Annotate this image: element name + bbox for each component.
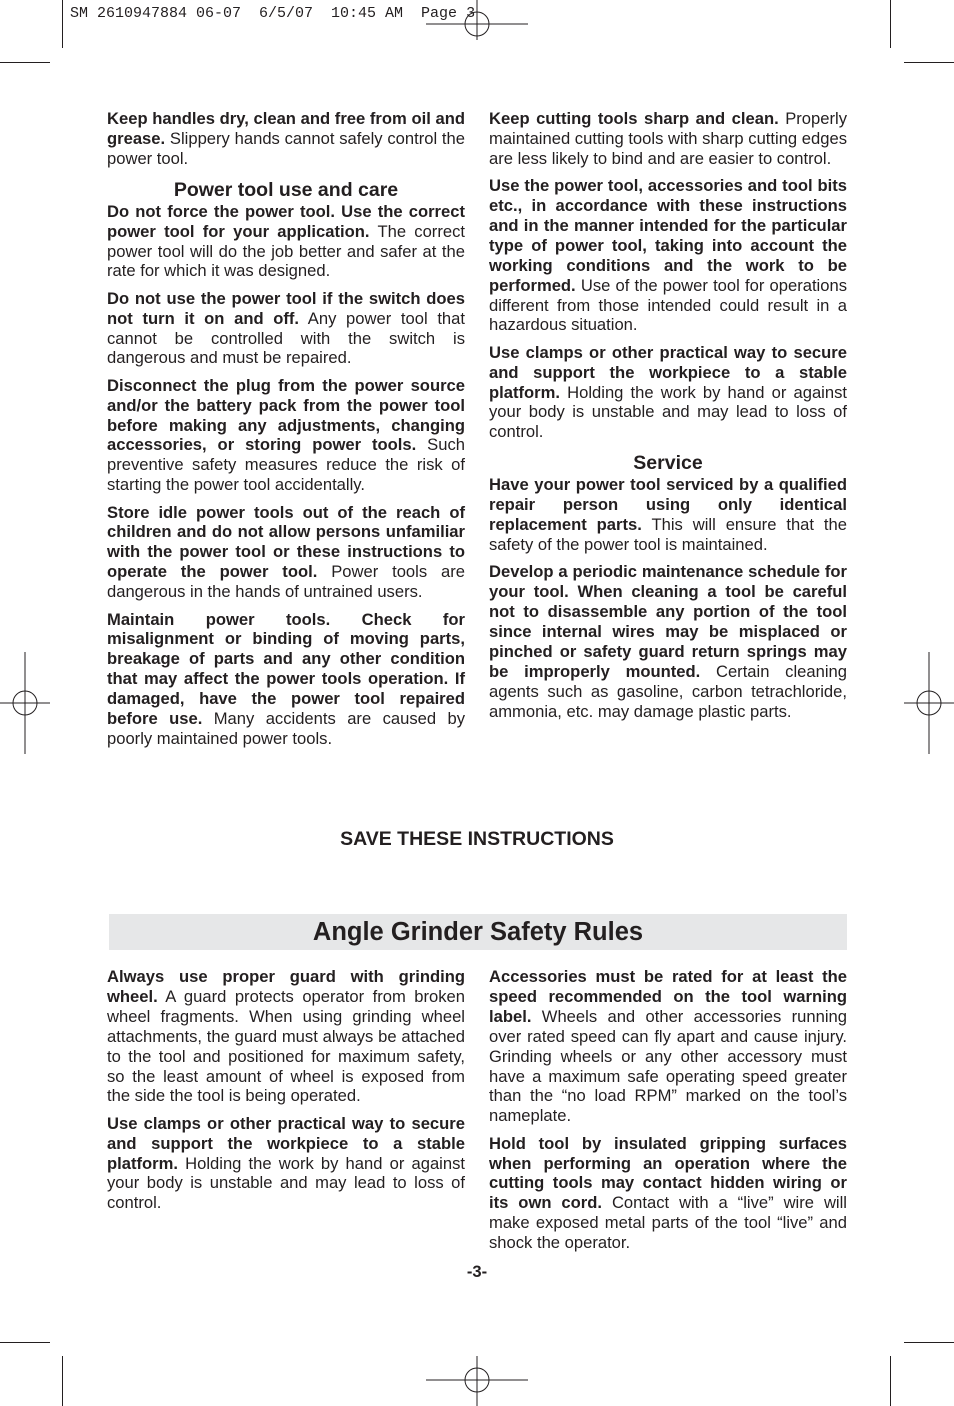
crop-mark [62, 1356, 63, 1406]
printer-slug: SM 2610947884 06-07 6/5/07 10:45 AM Page 3 [70, 5, 476, 22]
paragraph: Disconnect the plug from the power source and/or the battery pack from the power tool before making any adjustments, changing accessories, or storing power tools. Such preventive safety measures reduce the risk of starting the power tool accidentally. [107, 375, 465, 495]
right-column-lower [489, 967, 847, 1260]
crop-mark [890, 1356, 891, 1406]
right-column-upper [489, 109, 847, 729]
angle-grinder-banner [109, 914, 847, 950]
registration-mark-icon [0, 652, 50, 754]
crop-mark [904, 1342, 954, 1343]
paragraph: Use clamps or other practical way to secure and support the workpiece to a stable platform. Holding the work by hand or against your body is unstable and may lead to loss of control. [107, 1113, 465, 1213]
left-column-lower [107, 967, 465, 1221]
paragraph: Do not use the power tool if the switch does not turn it on and off. Any power tool that cannot be controlled with the switch is dangerous and must be repaired. [107, 288, 465, 368]
paragraph: Keep handles dry, clean and free from oil and grease. Slippery hands cannot safely control the power tool. [107, 109, 465, 168]
crop-mark [904, 62, 954, 63]
paragraph: Use the power tool, accessories and tool bits etc., in accordance with these instructions and in the manner intended for the particular type of power tool, taking into account the working conditions and the work to be performed. Use of the power tool for operations different from those intended could result in a hazardous situation. [489, 176, 847, 335]
registration-mark-icon [426, 1356, 528, 1406]
registration-mark-icon [904, 652, 954, 754]
page-number: -3- [466, 1262, 488, 1281]
crop-mark [0, 1342, 50, 1343]
save-instructions-heading: SAVE THESE INSTRUCTIONS [340, 828, 614, 850]
paragraph: Store idle power tools out of the reach of children and do not allow persons unfamiliar with the power tool or these instructions to operate the power tool. Power tools are dangerous in the hands of untrained users. [107, 502, 465, 602]
paragraph: Have your power tool serviced by a qualified repair person using only identical replacement parts. This will ensure that the safety of the power tool is maintained. [489, 475, 847, 554]
banner-title: Angle Grinder Safety Rules [312, 917, 644, 946]
crop-mark [890, 0, 891, 48]
paragraph: Hold tool by insulated gripping surfaces when performing an operation where the cutting tools may contact hidden wiring or its own cord. Contact with a “live” wire will make exposed metal parts of the tool “live” and shock the operator. [489, 1133, 847, 1253]
paragraph: Keep cutting tools sharp and clean. Properly maintained cutting tools with sharp cutting edges are less likely to bind and are easier to control. [489, 109, 848, 168]
crop-mark [0, 62, 50, 63]
left-column-upper [107, 109, 465, 756]
paragraph: Maintain power tools. Check for misalignment or binding of moving parts, breakage of parts and any other condition that may affect the power tools operation. If damaged, have the power tool repaired before use. Many accidents are caused by poorly maintained power tools. [107, 609, 466, 748]
paragraph: Always use proper guard with grinding wheel. A guard protects operator from broken wheel fragments. When using grinding wheel attachments, the guard must always be attached to the tool and positioned for maximum safety, so the least amount of wheel is exposed from the side the tool is being operated. [107, 967, 465, 1106]
paragraph: Develop a periodic maintenance schedule for your tool. When cleaning a tool be careful not to disassemble any portion of the tool since internal wires may be misplaced or pinched or safety guard return springs may be improperly mounted. Certain cleaning agents such as gasoline, carbon tetrachloride, ammonia, etc. may damage plastic parts. [489, 562, 847, 721]
registration-mark-icon [426, 0, 528, 40]
section-heading-service: Service [633, 452, 703, 475]
paragraph: Do not force the power tool. Use the correct power tool for your application. The correct power tool will do the job better and safer at the rate for which it was designed. [107, 201, 465, 281]
crop-mark [62, 0, 63, 48]
paragraph: Accessories must be rated for at least the speed recommended on the tool warning label. Wheels and other accessories running over rated speed can fly apart and cause injury. Grinding wheels or any other accessory must have a maximum safe operating speed greater than the “no load RPM” marked on the tool’s nameplate. [489, 967, 847, 1126]
section-heading-power-tool: Power tool use and care [173, 178, 399, 201]
paragraph: Use clamps or other practical way to secure and support the workpiece to a stable platform. Holding the work by hand or against your body is unstable and may lead to loss of control. [489, 342, 847, 442]
